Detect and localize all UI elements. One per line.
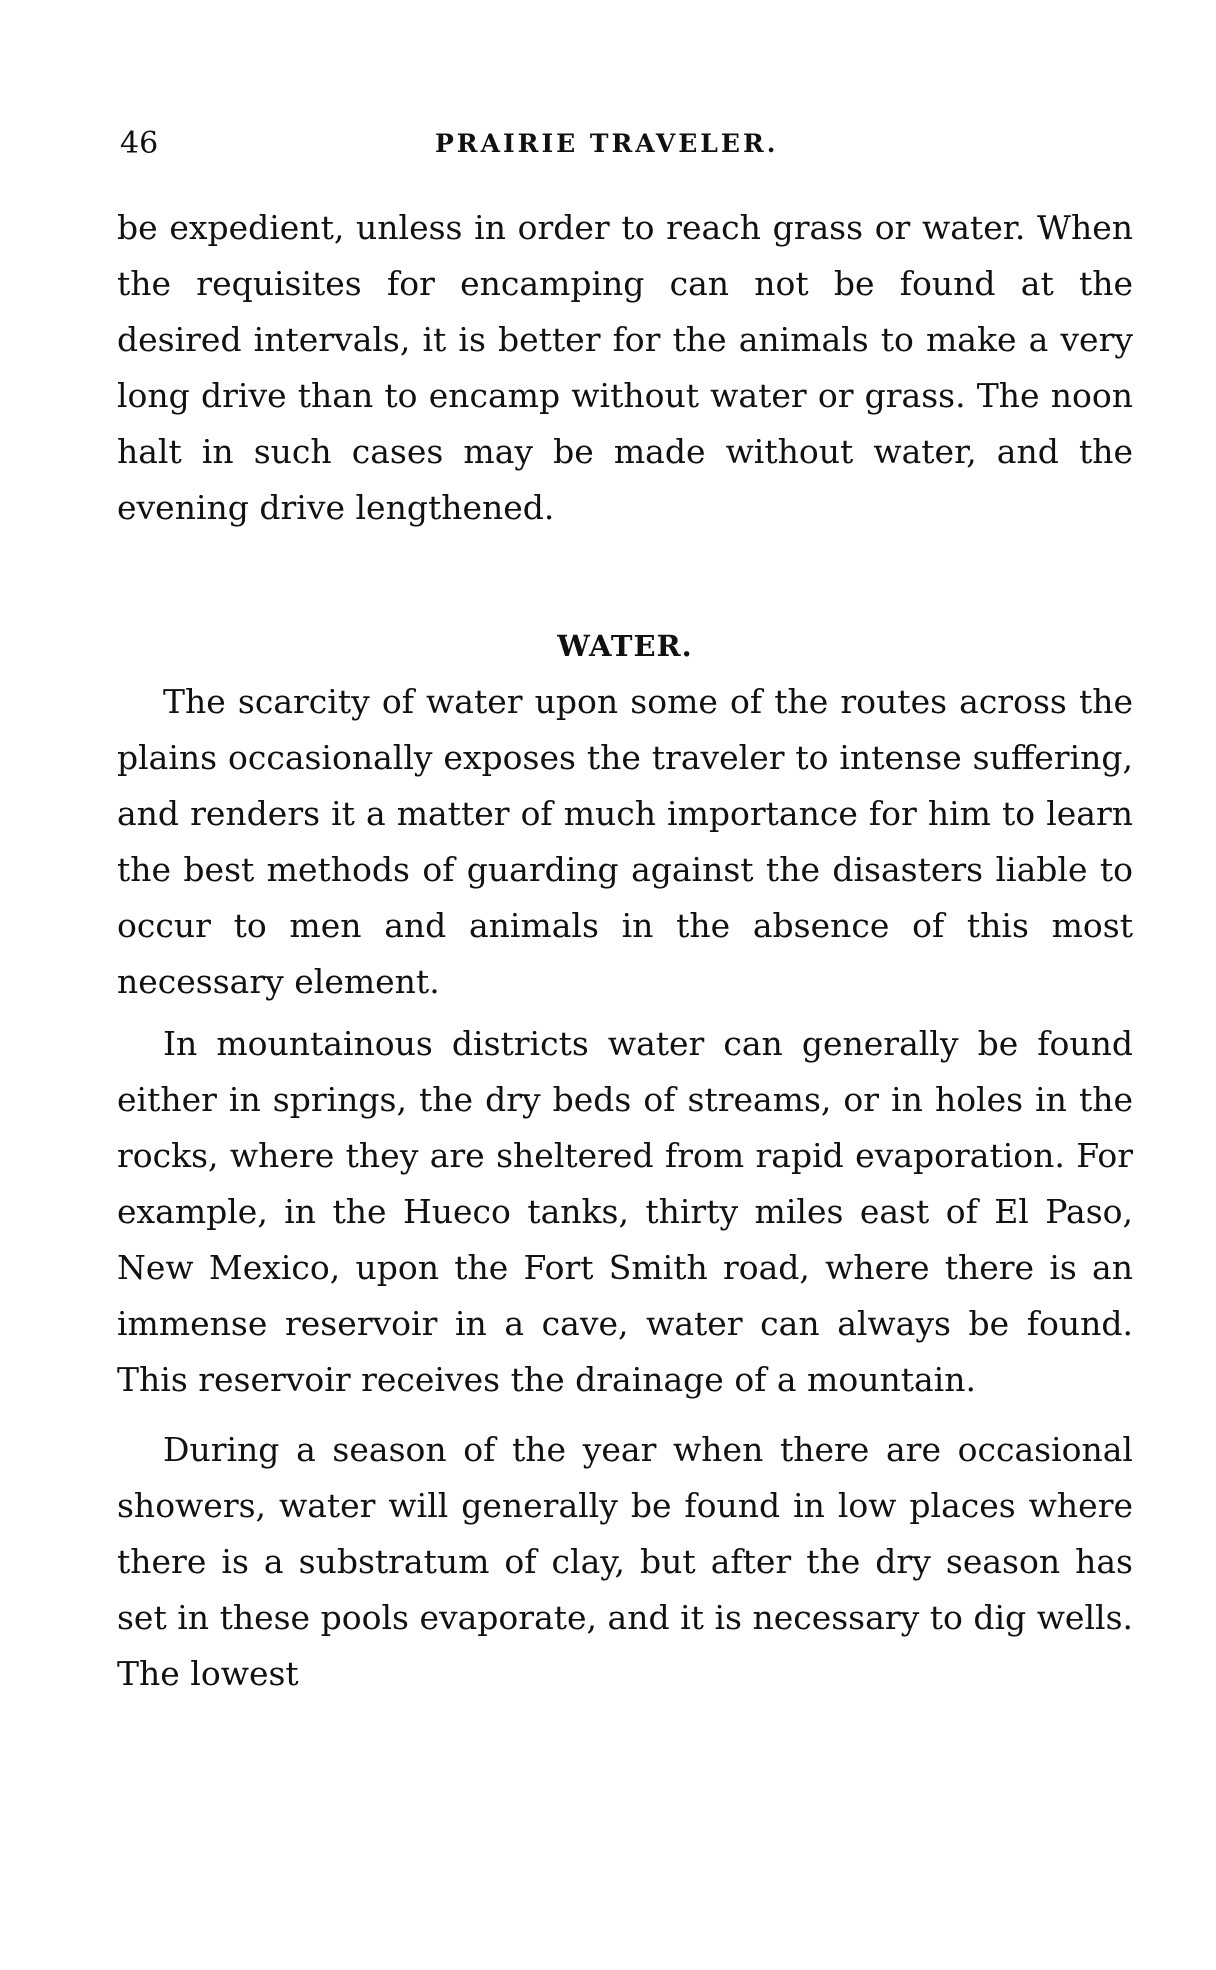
running-head: PRAIRIE TRAVELER. [435, 129, 779, 158]
paragraph-dry-season: During a season of the year when there are occasional showers, water will generally be found in low places where there is a substratum of clay, but after the dry season has set in these pools evaporate, and it is necessary to dig wells. The lowest [117, 1430, 1133, 1693]
section-heading: WATER. [557, 629, 693, 663]
intro-paragraph: be expedient, unless in order to reach grass or water. When the requisites for encamping can not be found at the desired intervals, it is better for the animals to make a very long drive than to encamp without water or grass. The noon halt in such cases may be made without water, and the evening drive lengthened. [117, 208, 1133, 527]
page-number: 46 [120, 126, 159, 161]
paragraph-mountainous: In mountainous districts water can generally be found either in springs, the dry beds of streams, or in holes in the rocks, where they are sheltered from rapid evaporation. For example, in the Hueco tanks, thirty miles east of El Paso, New Mexico, upon the Fort Smith road, where there is an immense reservoir in a cave, water can always be found. This reservoir receives the drainage of a mountain. [117, 1024, 1133, 1399]
body-text [117, 200, 1133, 1702]
paragraph-scarcity: The scarcity of water upon some of the routes across the plains occasionally exposes the traveler to intense suffering, and renders it a matter of much importance for him to learn the best methods of guarding against the disasters liable to occur to men and animals in the absence of this most necessary element. [117, 682, 1133, 1001]
page-header [120, 124, 1120, 164]
